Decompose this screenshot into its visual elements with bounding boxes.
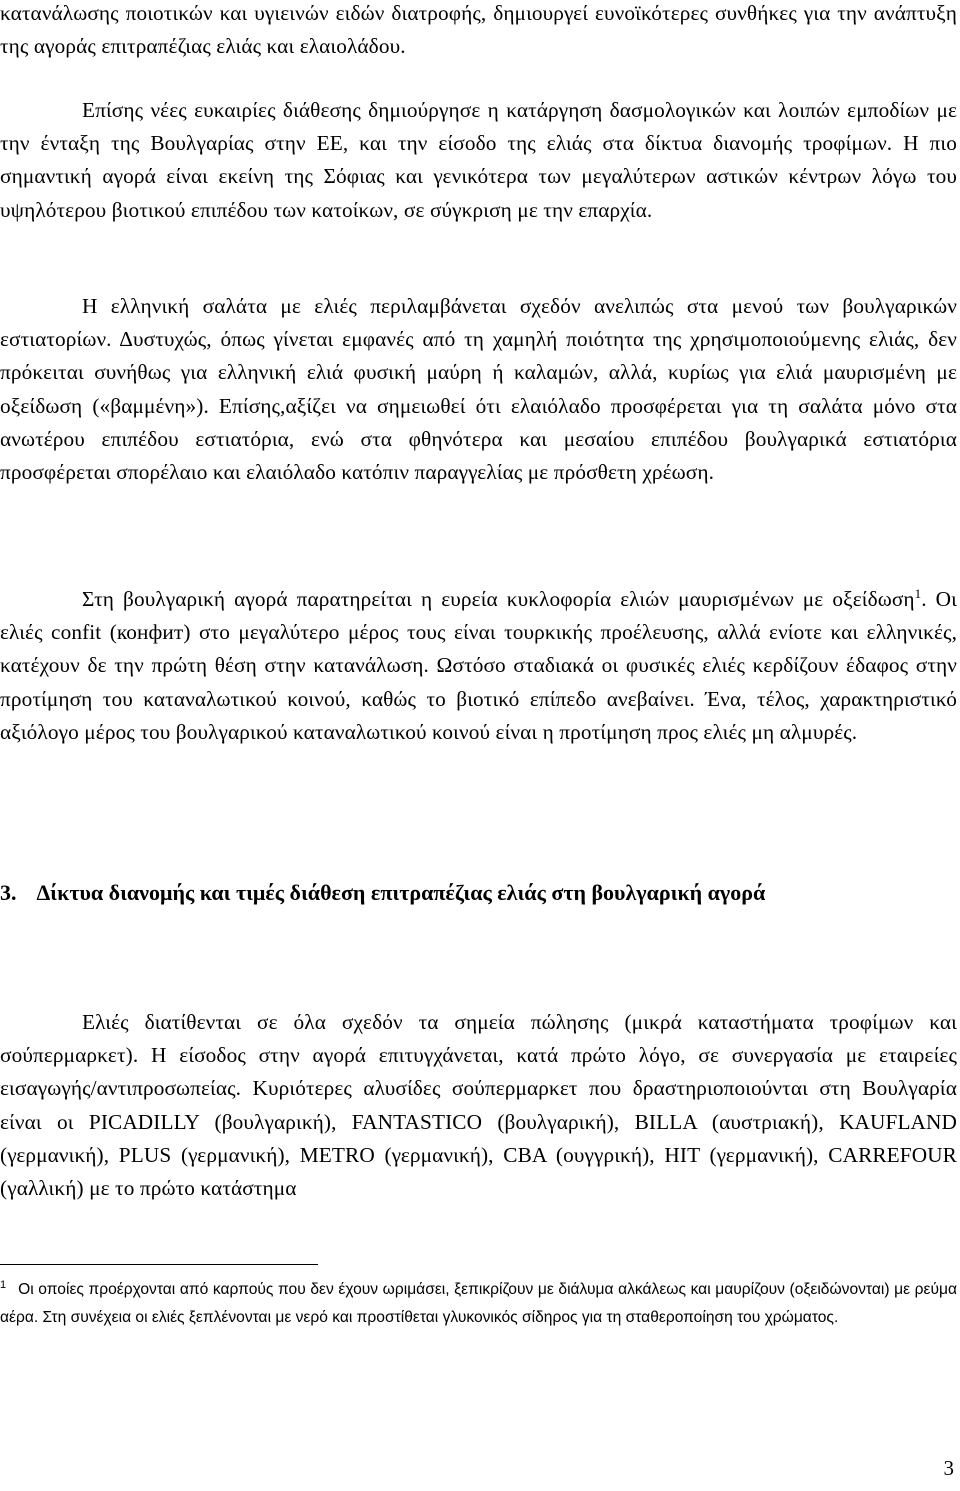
page-number: 3 <box>943 1456 954 1480</box>
footnote-mark: 1 <box>0 1278 7 1291</box>
section-number: 3. <box>0 880 17 905</box>
footnote-text: Οι οποίες προέρχονται από καρπούς που δεν έχουν ωριμάσει, ξεπικρίζουν με διάλυμα αλκάλεως και μαυρίζουν (οξειδώνονται) με ρεύμα αέρα. Στη συνέχεια οι ελιές ξεπλένονται με νερό και προστίθεται γλυκονικός σίδηρος για τη σταθεροποίηση του χρώματος. <box>0 1281 957 1326</box>
paragraph-1: κατανάλωσης ποιοτικών και υγιεινών ειδών διατροφής, δημιουργεί ευνοϊκότερες συνθήκες για την ανάπτυξη της αγοράς επιτραπέζιας ελιάς και ελαιολάδου. <box>0 1 957 59</box>
paragraph-3: Η ελληνική σαλάτα με ελιές περιλαμβάνεται σχεδόν ανελιπώς στα μενού των βουλγαρικών εστιατορίων. Δυστυχώς, όπως γίνεται εμφανές από τη χαμηλή ποιότητα της χρησιμοποιούμενης ελιάς, δεν πρόκειται συνήθως για ελληνική ελιά φυσική μαύρη ή καλαμών, αλλά, κυρίως για ελιά μαυρισμένη με οξείδωση («βαμμένη»). Επίσης,αξίζει να σημειωθεί ότι ελαιόλαδο προσφέρεται για τη σαλάτα μόνο στα ανωτέρου επιπέδου εστιατόρια, ενώ στα φθηνότερα και μεσαίου επιπέδου βουλγαρικά εστιατόρια προσφέρεται σπορέλαιο και ελαιόλαδο κατόπιν παραγγελίας με πρόσθετη χρέωση. <box>0 294 957 485</box>
section-title: Δίκτυα διανομής και τιμές διάθεση επιτραπέζιας ελιάς στη βουλγαρική αγορά <box>36 880 766 905</box>
footnote-reference[interactable]: 1 <box>914 585 922 601</box>
footnote-separator <box>0 1264 318 1265</box>
paragraph-5: Ελιές διατίθενται σε όλα σχεδόν τα σημεία πώλησης (μικρά καταστήματα τροφίμων και σούπερμαρκετ). Η είσοδος στην αγορά επιτυγχάνεται, κατά πρώτο λόγο, σε συνεργασία με εταιρείες εισαγωγής/αντιπροσωπείας. Κυριότερες αλυσίδες σούπερμαρκετ που δραστηριοποιούνται στη Βουλγαρία είναι οι PICADILLY (βουλγαρική), FANTASTICO (βουλγαρική), BILLA (αυστριακή), KAUFLAND (γερμανική), PLUS (γερμανική), METRO (γερμανική), CBA (ουγγρική), HIT (γερμανική), CARREFOUR (γαλλική) με το πρώτο κατάστημα <box>0 1010 957 1201</box>
section-heading <box>0 876 957 910</box>
paragraph-2: Επίσης νέες ευκαιρίες διάθεσης δημιούργησε η κατάργηση δασμολογικών και λοιπών εμποδίων με την ένταξη της Βουλγαρίας στην ΕΕ, και την είσοδο της ελιάς στα δίκτυα διανομής τροφίμων. Η πιο σημαντική αγορά είναι εκείνη της Σόφιας και γενικότερα των μεγαλύτερων αστικών κέντρων λόγω του υψηλότερου βιοτικού επιπέδου των κατοίκων, σε σύγκριση με την επαρχία. <box>0 98 957 222</box>
paragraph-4-text: Στη βουλγαρική αγορά παρατηρείται η ευρεία κυκλοφορία ελιών μαυρισμένων με οξείδωση <box>82 587 915 611</box>
paragraph-4 <box>0 583 957 749</box>
footnote <box>0 1276 957 1332</box>
paragraph-4-text-cont: . Οι ελιές confit (конфит) στο μεγαλύτερο μέρος τους είναι τουρκικής προέλευσης, αλλά ενίοτε και ελληνικές, κατέχουν δε την πρώτη θέση στην κατανάλωση. Ωστόσο σταδιακά οι φυσικές ελιές κερδίζουν έδαφος στην προτίμηση του καταναλωτικού κοινού, καθώς το βιοτικό επίπεδο ανεβαίνει. Ένα, τέλος, χαρακτηριστικό αξιόλογο μέρος του βουλγαρικού καταναλωτικού κοινού είναι η προτίμηση προς ελιές μη αλμυρές. <box>0 587 957 744</box>
